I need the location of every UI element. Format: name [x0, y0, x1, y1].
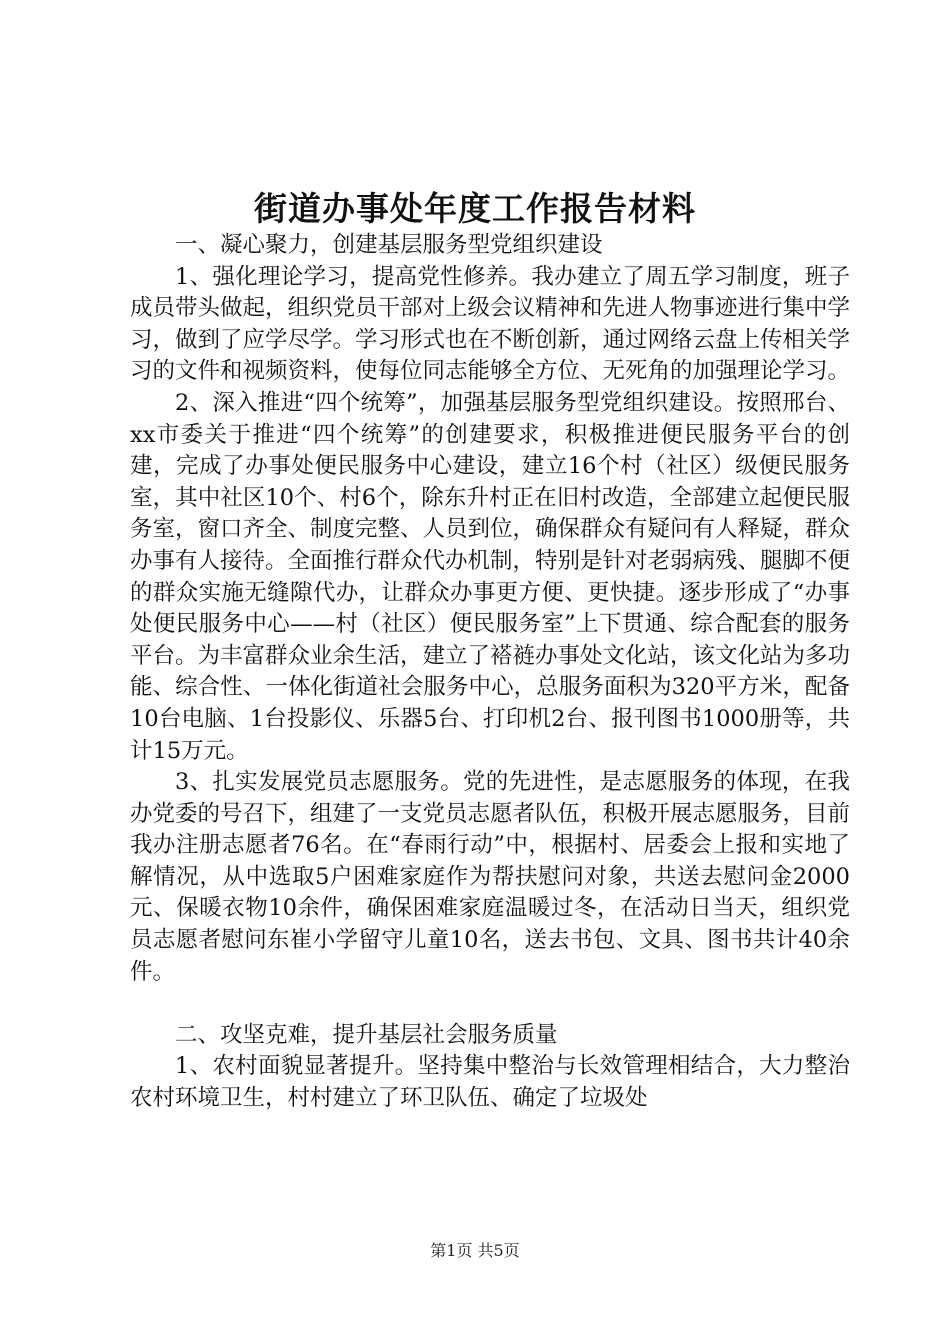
section-heading-1: 一、凝心聚力，创建基层服务型党组织建设 — [175, 232, 603, 258]
document-body — [130, 230, 850, 1115]
document-title: 街道办事处年度工作报告材料 — [254, 189, 696, 228]
paragraph-1-2: 2、深入推进“四个统筹”，加强基层服务型党组织建设。按照邢台、xx市委关于推进“四个统筹”的创建要求，积极推进便民服务平台的创建，完成了办事处便民服务中心建设，建立16个村（社区）级便民服务室，其中社区10个、村6个，除东升村正在旧村改造，全部建立起便民服务室，窗口齐全、制度完整、人员到位，确保群众有疑问有人释疑，群众办事有人接待。全面推行群众代办机制，特别是针对老弱病残、腿脚不便的群众实施无缝隙代办，让群众办事更方便、更快捷。逐步形成了“办事处便民服务中心——村（社区）便民服务室”上下贯通、综合配套的服务平台。为丰富群众业余生活，建立了褡裢办事处文化站，该文化站为多功能、综合性、一体化街道社会服务中心，总服务面积为320平方米，配备10台电脑、1台投影仪、乐器5台、打印机2台、报刊图书1000册等，共计15万元。 — [130, 389, 851, 764]
paragraph-1-3: 3、扎实发展党员志愿服务。党的先进性，是志愿服务的体现，在我办党委的号召下，组建了一支党员志愿者队伍，积极开展志愿服务，目前我办注册志愿者76名。在“春雨行动”中，根据村、居委会上报和实地了解情况，从中选取5户困难家庭作为帮扶慰问对象，共送去慰问金2000元、保暖衣物10余件，确保困难家庭温暖过冬，在活动日当天，组织党员志愿者慰问东崔小学留守儿童10名，送去书包、文具、图书共计40余件。 — [130, 769, 851, 985]
paragraph-1-1: 1、强化理论学习，提高党性修养。我办建立了周五学习制度，班子成员带头做起，组织党员干部对上级会议精神和先进人物事迹进行集中学习，做到了应学尽学。学习形式也在不断创新，通过网络云盘上传相关学习的文件和视频资料，使每位同志能够全方位、无死角的加强理论学习。 — [130, 263, 851, 385]
section-heading-2: 二、攻坚克难，提升基层社会服务质量 — [175, 1021, 558, 1048]
page-footer: 第1页 共5页 — [430, 1241, 520, 1260]
paragraph-2-1: 1、农村面貌显著提升。坚持集中整治与长效管理相结合，大力整治农村环境卫生，村村建立了环卫队伍、确定了垃圾处 — [130, 1053, 850, 1112]
